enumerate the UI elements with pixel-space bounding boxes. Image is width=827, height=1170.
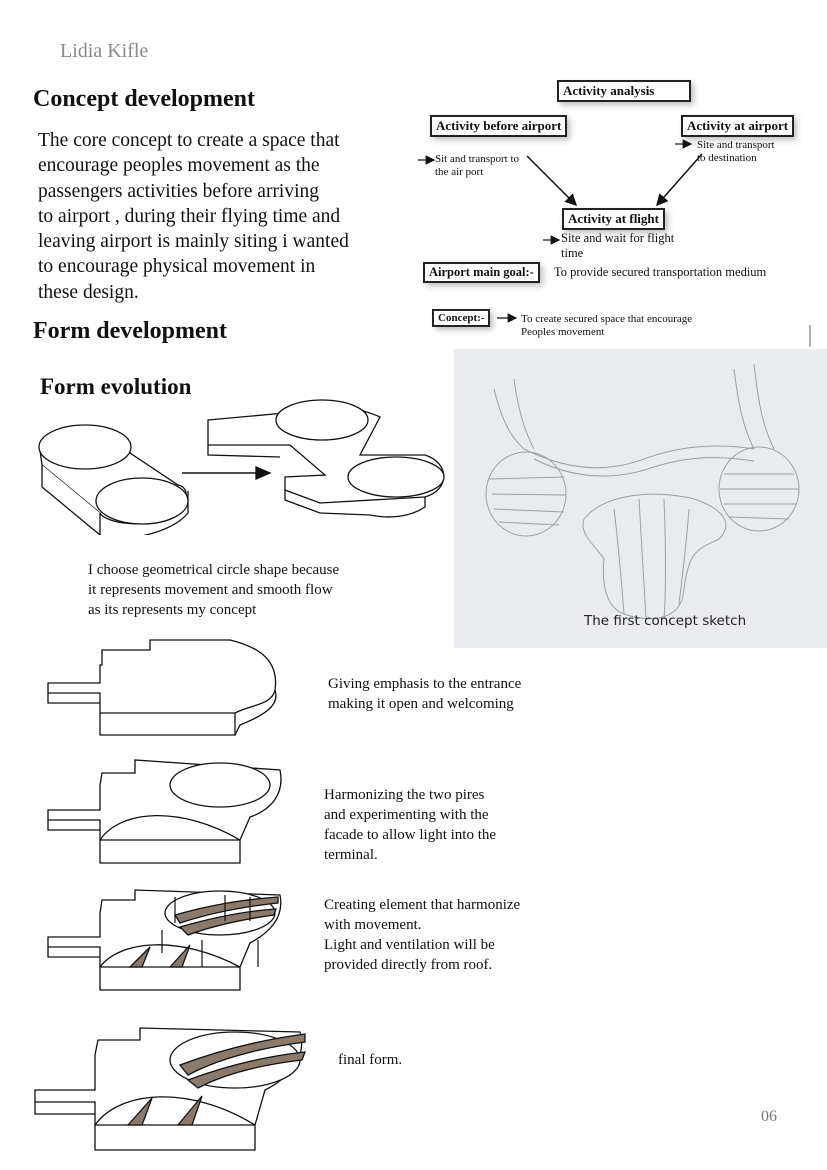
concept-line: leaving airport is mainly siting i wanted [38,231,349,253]
photo-caption: The first concept sketch [584,613,747,629]
circle-form-drawing [30,395,455,535]
author-name: Lidia Kifle [60,40,149,62]
form-heading: Form development [33,318,227,344]
activity-flight-box: Activity at flight [562,208,665,230]
circle-caption: I choose geometrical circle shape because it represents movement and smooth flow as its represents my concept [88,562,340,618]
activity-before-note: Sit and transport to the air port [435,153,520,178]
goal-text: To provide secured transportation medium [554,265,767,279]
goal-box: Airport main goal:- [423,262,540,283]
concept-line: to airport , during their flying time and [38,205,341,227]
concept-heading: Concept development [33,86,255,112]
activity-before-box: Activity before airport [430,115,567,137]
concept-sketch-photo [454,349,827,648]
page-number: 06 [761,1108,777,1125]
form-evolution-heading: Form evolution [40,374,192,399]
activity-at-airport-box: Activity at airport [681,115,794,137]
concept-line: The core concept to create a space that [38,130,340,151]
concept-line: encourage peoples movement as the [38,155,320,177]
step3-caption: Creating element that harmonize with movement. Light and ventilation will be provided directly from roof. [324,897,521,973]
activity-diagram [410,75,827,350]
step1-caption: Giving emphasis to the entrance making it open and welcoming [328,676,522,712]
final-form-drawing [30,1020,315,1160]
concept-paragraph [38,128,398,305]
concept-line: passengers activities before arriving [38,180,320,202]
step1-form-drawing [40,635,290,745]
activity-at-airport-note: Site and transport to destination [697,139,775,164]
step2-caption: Harmonizing the two pires and experimenting with the facade to allow light into the terminal. [324,787,497,863]
concept-line: these design. [38,281,139,303]
concept-box: Concept:- [432,309,490,327]
step2-form-drawing [40,755,290,870]
step4-caption: final form. [338,1052,403,1068]
concept-text: To create secured space that encourage Peoples movement [521,313,693,338]
concept-line: to encourage physical movement in [38,256,316,278]
activity-analysis-box: Activity analysis [557,80,691,102]
activity-flight-note: Site and wait for flight time [561,231,675,260]
pencil-sketch [454,349,827,648]
step3-form-drawing [40,885,290,1000]
